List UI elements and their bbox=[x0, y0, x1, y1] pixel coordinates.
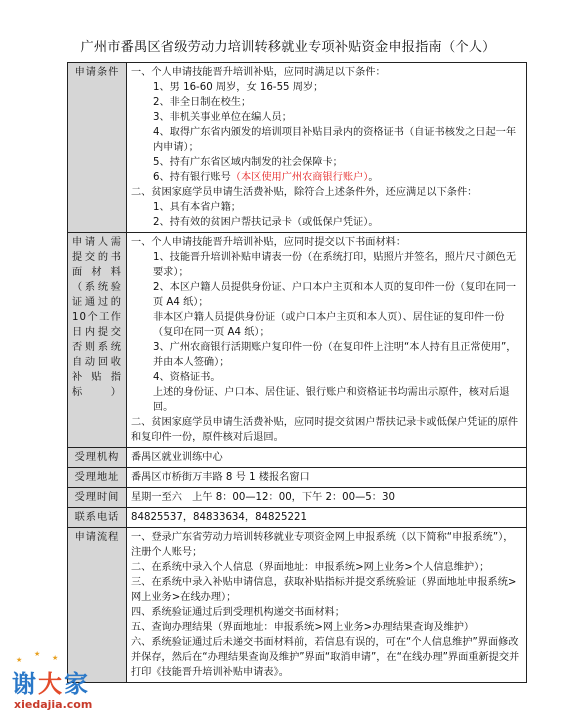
row-label-hours: 受理时间 bbox=[68, 488, 127, 508]
agency-value: 番禺区就业训练中心 bbox=[127, 448, 527, 468]
star-icon: ★ bbox=[16, 656, 23, 664]
row-label-agency: 受理机构 bbox=[68, 448, 127, 468]
materials-cell bbox=[127, 233, 527, 448]
table-row-address bbox=[68, 468, 527, 488]
table-row-agency bbox=[68, 448, 527, 468]
materials-line: 2、本区户籍人员提供身份证、户口本户主页和本人页的复印件一份（复印在同一页 A4 纸）； bbox=[153, 282, 517, 308]
materials-line: 二、贫困家庭学员申请生活费补贴，应同时提交贫困户帮扶记录卡或低保户凭证的原件和复印件一份，原件核对后退回。 bbox=[131, 417, 519, 443]
conditions-line: 二、贫困家庭学员申请生活费补贴，除符合上述条件外，还应满足以下条件： bbox=[131, 187, 478, 198]
bank-note: （本区使用广州农商银行账户） bbox=[230, 172, 369, 183]
table-row-hours bbox=[68, 488, 527, 508]
row-label-address: 受理地址 bbox=[68, 468, 127, 488]
conditions-line: 2、非全日制在校生； bbox=[153, 97, 252, 108]
process-step: 二、在系统中录入个人信息（界面地址：申报系统>网上业务>个人信息维护）； bbox=[131, 562, 490, 573]
address-value: 番禺区市桥街万丰路 8 号 1 楼报名窗口 bbox=[127, 468, 527, 488]
watermark-logo-char: 谢 bbox=[12, 670, 38, 698]
row-label-process: 申请流程 bbox=[68, 528, 127, 683]
conditions-cell bbox=[127, 63, 527, 233]
materials-line: 上述的身份证、户口本、居住证、银行账户和资格证书均需出示原件，核对后退回。 bbox=[153, 387, 510, 413]
materials-line: 1、技能晋升培训补贴申请表一份（在系统打印，贴照片并签名，照片尺寸颜色无要求）； bbox=[153, 252, 517, 278]
process-step: 四、系统验证通过后到受理机构递交书面材料； bbox=[131, 607, 345, 618]
materials-line: 3、广州农商银行活期账户复印件一份（在复印件上注明“本人持有且正常使用”，并由本人签确）； bbox=[153, 342, 517, 368]
bank-text: 6、持有银行账号 bbox=[153, 172, 231, 183]
row-label-conditions: 申请条件 bbox=[68, 63, 127, 233]
hours-value: 星期一至六 上午 8：00—12：00，下午 2：00—5：30 bbox=[127, 488, 527, 508]
watermark-logo-char: 家 bbox=[64, 670, 90, 698]
conditions-line: 5、持有广东省区域内制发的社会保障卡； bbox=[153, 157, 343, 168]
process-step: 五、查询办理结果（界面地址：申报系统>网上业务>办理结果查询及维护） bbox=[131, 622, 475, 633]
conditions-line: 4、取得广东省内颁发的培训项目补贴目录内的资格证书（自证书核发之日起一年内申请）； bbox=[153, 127, 517, 153]
materials-label-text: 申请人需提交的书面材料（系统验证通过的10个工作日内提交否则系统自动回收补贴指标） bbox=[72, 237, 122, 398]
process-step: 六、系统验证通过后未递交书面材料前，若信息有误的，可在“个人信息维护”界面修改并保存，然后在“办理结果查询及维护”界面“取消申请”，在“在线办理”界面重新提交并打印《技能晋升培训补贴申请表》。 bbox=[131, 637, 520, 678]
conditions-line: 2、持有效的贫困户帮扶记录卡（或低保户凭证）。 bbox=[153, 217, 379, 228]
process-step: 三、在系统中录入补贴申请信息，获取补贴指标并提交系统验证（界面地址申报系统>网上业务>在线办理）； bbox=[131, 577, 517, 603]
star-icon: ★ bbox=[52, 654, 59, 662]
conditions-line: 1、具有本省户籍； bbox=[153, 202, 241, 213]
conditions-line-bank bbox=[131, 170, 522, 185]
page-title: 广州市番禺区省级劳动力培训转移就业专项补贴资金申报指南（个人） bbox=[80, 40, 496, 55]
star-icon: ★ bbox=[34, 650, 41, 658]
conditions-line: 1、男 16-60 周岁，女 16-55 周岁； bbox=[153, 82, 324, 93]
table-row-process bbox=[68, 528, 527, 683]
materials-line: 4、资格证书。 bbox=[153, 372, 221, 383]
table-row-materials bbox=[68, 233, 527, 448]
materials-line: 一、个人申请技能晋升培训补贴，应同时提交以下书面材料： bbox=[131, 237, 407, 248]
process-cell bbox=[127, 528, 527, 683]
process-step: 一、登录广东省劳动力培训转移就业专项资金网上申报系统（以下简称“申报系统”），注册个人账号； bbox=[131, 532, 514, 558]
guide-table bbox=[67, 62, 527, 683]
conditions-line: 一、个人申请技能晋升培训补贴，应同时满足以下条件： bbox=[131, 67, 386, 78]
materials-line: 非本区户籍人员提供身份证（或户口本户主页和本人页）、居住证的复印件一份（复印在同一页 A4 纸）； bbox=[153, 312, 505, 338]
conditions-line: 3、非机关事业单位在编人员； bbox=[153, 112, 292, 123]
bank-end: 。 bbox=[368, 172, 379, 183]
row-label-materials bbox=[68, 233, 127, 448]
row-label-phone: 联系电话 bbox=[68, 508, 127, 528]
watermark-logo-char: 大 bbox=[38, 670, 64, 698]
table-row-conditions bbox=[68, 63, 527, 233]
phone-value: 84825537，84833634，84825221 bbox=[127, 508, 527, 528]
site-watermark bbox=[4, 648, 124, 718]
watermark-url: xiedajia.com bbox=[14, 698, 93, 711]
watermark-logo bbox=[12, 664, 90, 699]
table-row-phone bbox=[68, 508, 527, 528]
